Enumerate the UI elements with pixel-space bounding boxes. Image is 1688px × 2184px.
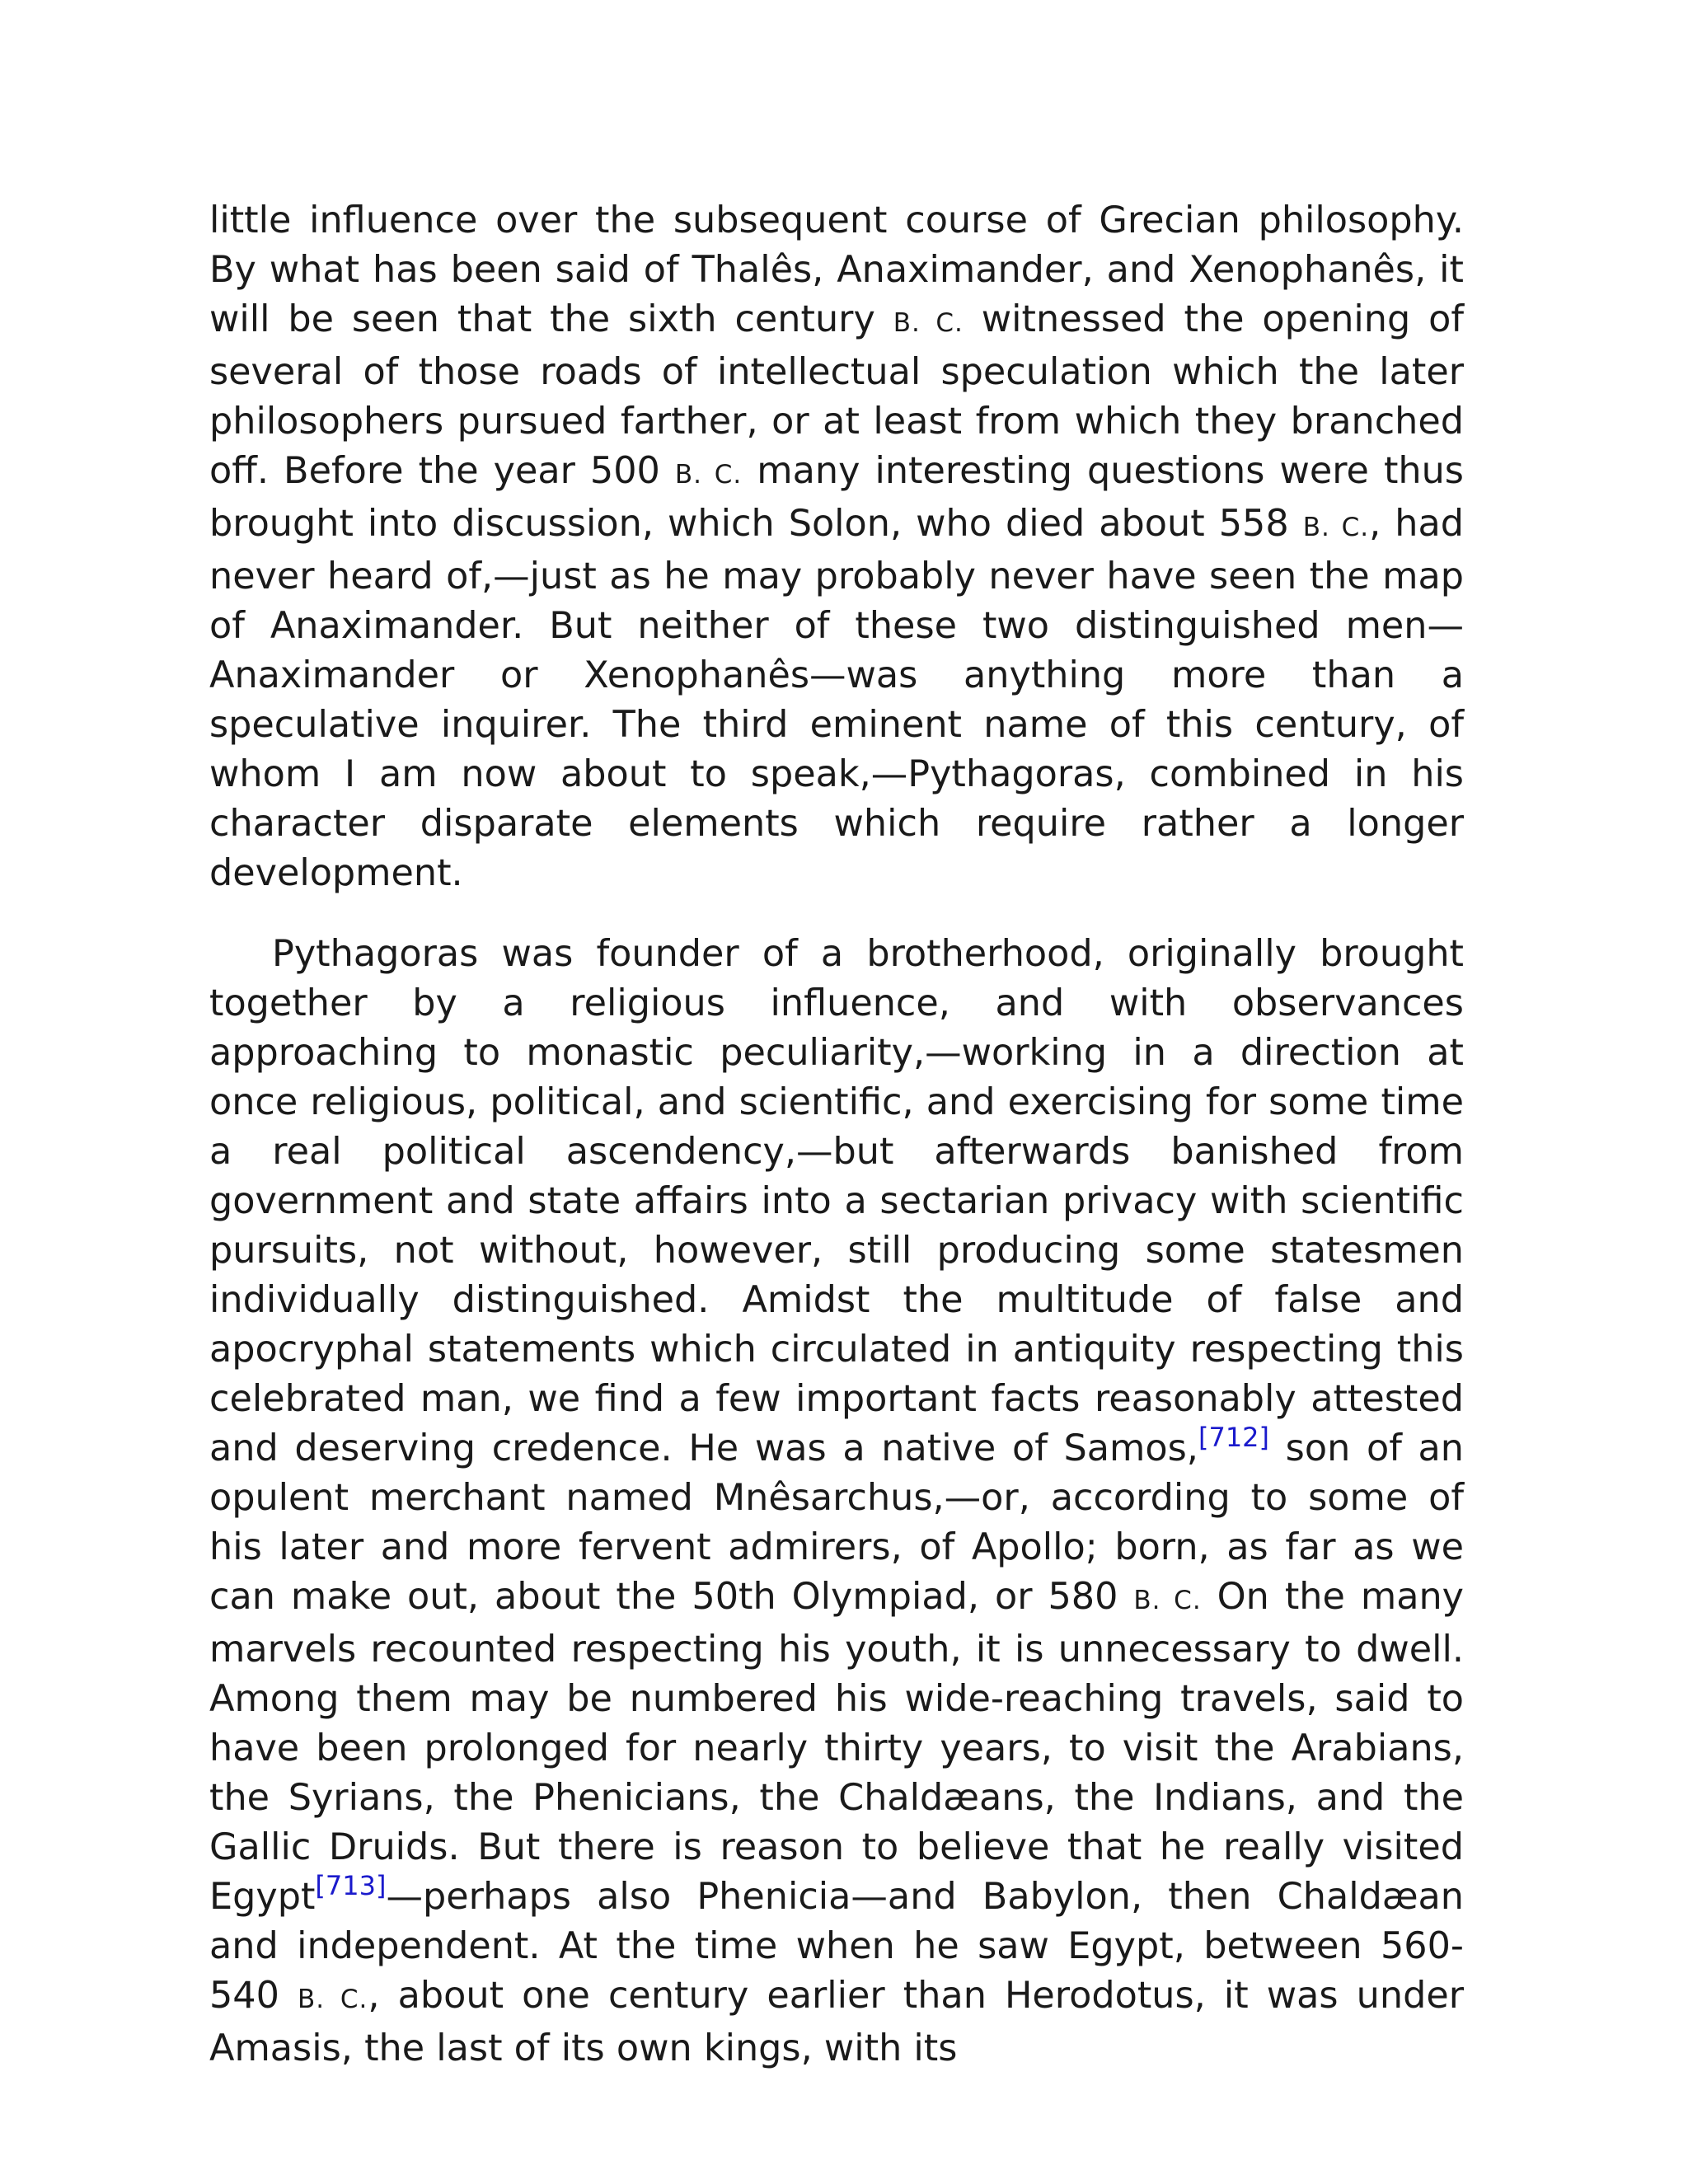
text-segment: witnessed the opening of several of those roads of intellectual speculation which the later philosophers pursued farther, or at least from which they branched off. Before the year 500 — [209, 298, 1464, 492]
era-abbreviation: B. C. — [674, 460, 743, 490]
text-segment: On the many marvels recounted respecting his youth, it is unnecessary to dwell. Among them may be numbered his wide-reaching travels, said to have been prolonged for nearly thirty years, to visit the Arabians, the Syrians, the Phenicians, the Chaldæans, the Indians, and the Gallic Druids. But there is reason to believe that he really visited Egypt — [209, 1576, 1465, 1918]
era-abbreviation: B. C. — [1302, 513, 1370, 542]
paragraph-1 — [209, 196, 1464, 898]
text-segment: son of an opulent merchant named Mnêsarchus,—or, according to some of his later and more fervent admirers, of Apollo; born, as far as we can make out, about the 50th Olympiad, or 580 — [209, 1427, 1465, 1618]
text-segment: —perhaps also Phenicia—and Babylon, then Chaldæan and independent. At the time when he saw Egypt, between 560-540 — [209, 1876, 1464, 2017]
footnote-link-713[interactable]: [713] — [315, 1870, 387, 1901]
era-abbreviation: B. C. — [1133, 1586, 1202, 1615]
text-segment: , about one century earlier than Herodotus, it was under Amasis, the last of its own kings, with its — [209, 1975, 1464, 2069]
text-segment: many interesting questions were thus brought into discussion, which Solon, who died about 558 — [209, 450, 1464, 545]
document-page — [209, 196, 1464, 2074]
footnote-link-712[interactable]: [712] — [1198, 1422, 1270, 1453]
paragraph-2 — [209, 930, 1464, 2074]
text-segment: Pythagoras was founder of a brotherhood, originally brought together by a religious influence, and with observances approaching to monastic peculiarity,—working in a direction at once religious, political, and scientific, and exercising for some time a real political ascendency,—but afterwards banished from government and state affairs into a sectarian privacy with scientific pursuits, not without, however, still producing some statesmen individually distinguished. Amidst the multitude of false and apocryphal statements which circulated in antiquity respecting this celebrated man, we find a few important facts reasonably attested and deserving credence. He was a native of Samos, — [209, 933, 1464, 1469]
text-segment: , had never heard of,—just as he may probably never have seen the map of Anaximander. But neither of these two distinguished men—Anaximander or Xenophanês—was anything more than a speculative inquirer. The third eminent name of this century, of whom I am now about to speak,—Pythagoras, combined in his character disparate elements which require rather a longer development. — [209, 503, 1464, 894]
text-segment: little influence over the subsequent course of Grecian philosophy. By what has been said of Thalês, Anaximander, and Xenophanês, it will be seen that the sixth century — [209, 199, 1464, 340]
era-abbreviation: B. C. — [298, 1985, 368, 2014]
era-abbreviation: B. C. — [893, 308, 964, 338]
